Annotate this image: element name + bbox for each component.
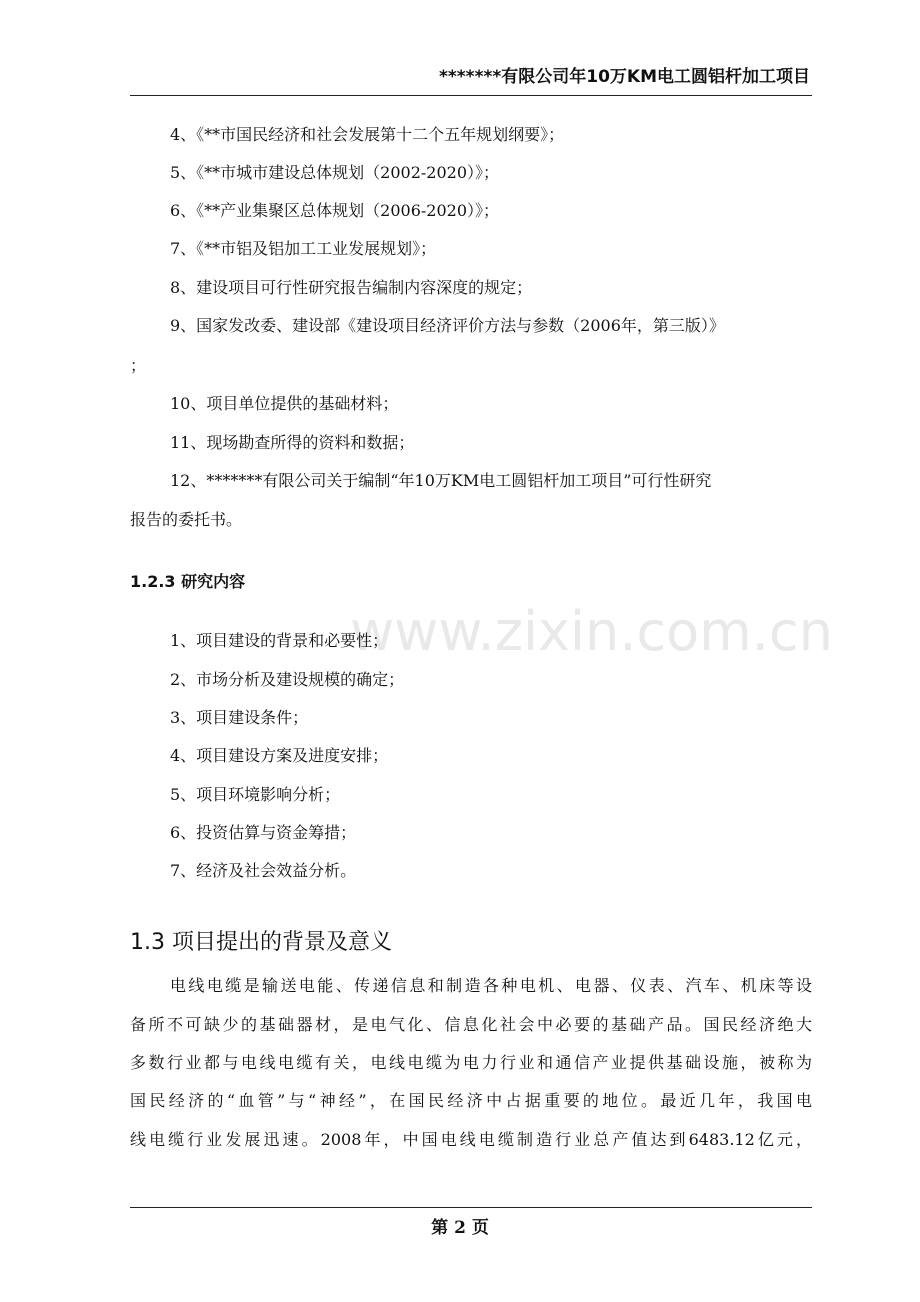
header-title: *******有限公司年10万KM电工圆铝杆加工项目 bbox=[439, 67, 810, 87]
paragraph-line: 线电缆行业发展迅速。2008年，中国电线电缆制造行业总产值达到6483.12亿元， bbox=[130, 1130, 812, 1149]
list-item: 12、*******有限公司关于编制“年10万KM电工圆铝杆加工项目”可行性研究 bbox=[170, 471, 712, 490]
section-heading-1-2-3: 1.2.3 研究内容 bbox=[130, 572, 246, 591]
list-item: 8、建设项目可行性研究报告编制内容深度的规定； bbox=[170, 278, 533, 297]
list-item-continuation: 报告的委托书。 bbox=[130, 510, 243, 529]
page-number: 第 2 页 bbox=[431, 1218, 489, 1238]
list-item: 7、经济及社会效益分析。 bbox=[170, 861, 357, 880]
list-item: 3、项目建设条件； bbox=[170, 708, 309, 727]
footer-rule bbox=[130, 1207, 812, 1208]
watermark: www.zixin.com.cn bbox=[350, 600, 833, 663]
paragraph-line: 国民经济的“血管”与“神经”，在国民经济中占据重要的地位。最近几年，我国电 bbox=[130, 1091, 812, 1110]
list-item: 10、项目单位提供的基础材料； bbox=[170, 394, 399, 413]
list-item: 7、《**市铝及铝加工工业发展规划》； bbox=[170, 239, 437, 258]
paragraph-line: 多数行业都与电线电缆有关，电线电缆为电力行业和通信产业提供基础设施，被称为 bbox=[130, 1053, 812, 1072]
paragraph-line: 备所不可缺少的基础器材，是电气化、信息化社会中必要的基础产品。国民经济绝大 bbox=[130, 1015, 812, 1034]
list-item-continuation: ； bbox=[130, 356, 147, 375]
list-item: 9、国家发改委、建设部《建设项目经济评价方法与参数（2006年，第三版）》 bbox=[170, 316, 725, 335]
list-item: 4、《**市国民经济和社会发展第十二个五年规划纲要》； bbox=[170, 125, 565, 144]
list-item: 6、投资估算与资金筹措； bbox=[170, 823, 357, 842]
header-rule bbox=[130, 95, 812, 96]
list-item: 2、市场分析及建设规模的确定； bbox=[170, 670, 405, 689]
list-item: 5、项目环境影响分析； bbox=[170, 785, 341, 804]
list-item: 5、《**市城市建设总体规划（2002-2020）》； bbox=[170, 163, 500, 182]
section-heading-1-3: 1.3 项目提出的背景及意义 bbox=[130, 930, 392, 955]
list-item: 1、项目建设的背景和必要性； bbox=[170, 631, 389, 650]
list-item: 6、《**产业集聚区总体规划（2006-2020）》； bbox=[170, 201, 500, 220]
list-item: 11、现场勘查所得的资料和数据； bbox=[170, 433, 415, 452]
paragraph-line: 电线电缆是输送电能、传递信息和制造各种电机、电器、仪表、汽车、机床等设 bbox=[170, 976, 812, 995]
list-item: 4、项目建设方案及进度安排； bbox=[170, 746, 389, 765]
